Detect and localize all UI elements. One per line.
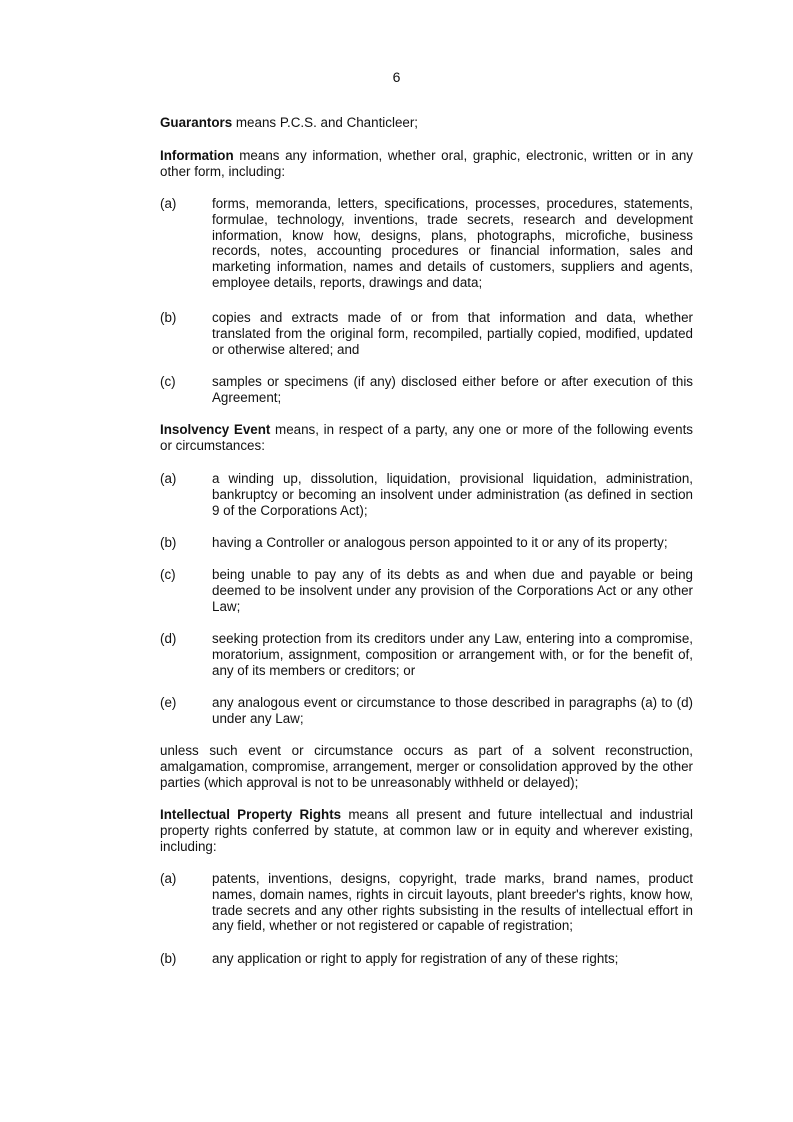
definition-text: means, in respect of a party, any one or more of the following events or circumstances: <box>160 422 693 453</box>
definition-text: means all present and future intellectual and industrial property rights conferred by statute, at common law or in equity and wherever existing, including: <box>160 807 693 854</box>
term: Insolvency Event <box>160 422 271 437</box>
item-text: a winding up, dissolution, liquidation, provisional liquidation, administration, bankruptcy or becoming an insolvent under administration (as defined in section 9 of the Corporations Act); <box>212 471 693 518</box>
definition-guarantors <box>160 115 693 131</box>
item-text: being unable to pay any of its debts as and when due and payable or being deemed to be insolvent under any provision of the Corporations Act or any other Law; <box>212 567 693 614</box>
insolvency-trailing-clause: unless such event or circumstance occurs as part of a solvent reconstruction, amalgamation, compromise, arrangement, merger or consolidation approved by the other parties (which approval is not to be unreasonably withheld or delayed); <box>160 743 693 790</box>
item-label: (a) <box>160 871 177 886</box>
item-text: seeking protection from its creditors under any Law, entering into a compromise, moratorium, assignment, composition or arrangement with, or for the benefit of, any of its members or creditors; or <box>212 631 693 678</box>
item-text: copies and extracts made of or from that information and data, whether translated from the original form, recompiled, partially copied, modified, updated or otherwise altered; and <box>212 310 693 357</box>
term: Guarantors <box>160 115 233 130</box>
item-label: (c) <box>160 374 176 389</box>
item-text: forms, memoranda, letters, specifications, processes, procedures, statements, formulae, technology, inventions, trade secrets, research and development information, know how, designs, plans, photographs, microfiche, business records, notes, accounting procedures or financial information, sales and marketing information, names and details of customers, suppliers and agents, employee details, reports, drawings and data; <box>212 196 693 290</box>
item-text: having a Controller or analogous person appointed to it or any of its property; <box>212 535 668 550</box>
item-label: (c) <box>160 567 176 582</box>
term: Information <box>160 148 234 163</box>
item-label: (a) <box>160 196 177 211</box>
item-text: patents, inventions, designs, copyright, trade marks, brand names, product names, domain names, rights in circuit layouts, plant breeder's rights, know how, trade secrets and any other rights subsisting in the results of intellectual effort in any field, whether or not registered or capable of registration; <box>212 871 693 934</box>
item-label: (b) <box>160 310 177 325</box>
definition-ip-rights <box>160 807 693 854</box>
item-label: (b) <box>160 535 177 550</box>
definition-information <box>160 148 693 180</box>
item-label: (b) <box>160 951 177 966</box>
page-number: 6 <box>392 69 401 85</box>
definition-text: means P.C.S. and Chanticleer; <box>232 115 419 130</box>
item-label: (d) <box>160 631 177 646</box>
item-text: any application or right to apply for registration of any of these rights; <box>212 951 619 966</box>
item-label: (e) <box>160 695 177 710</box>
item-text: samples or specimens (if any) disclosed either before or after execution of this Agreement; <box>212 374 693 405</box>
item-label: (a) <box>160 471 177 486</box>
definition-insolvency-event <box>160 422 693 454</box>
item-text: any analogous event or circumstance to those described in paragraphs (a) to (d) under any Law; <box>212 695 693 726</box>
term: Intellectual Property Rights <box>160 807 342 822</box>
definition-text: means any information, whether oral, graphic, electronic, written or in any other form, including: <box>160 148 693 179</box>
